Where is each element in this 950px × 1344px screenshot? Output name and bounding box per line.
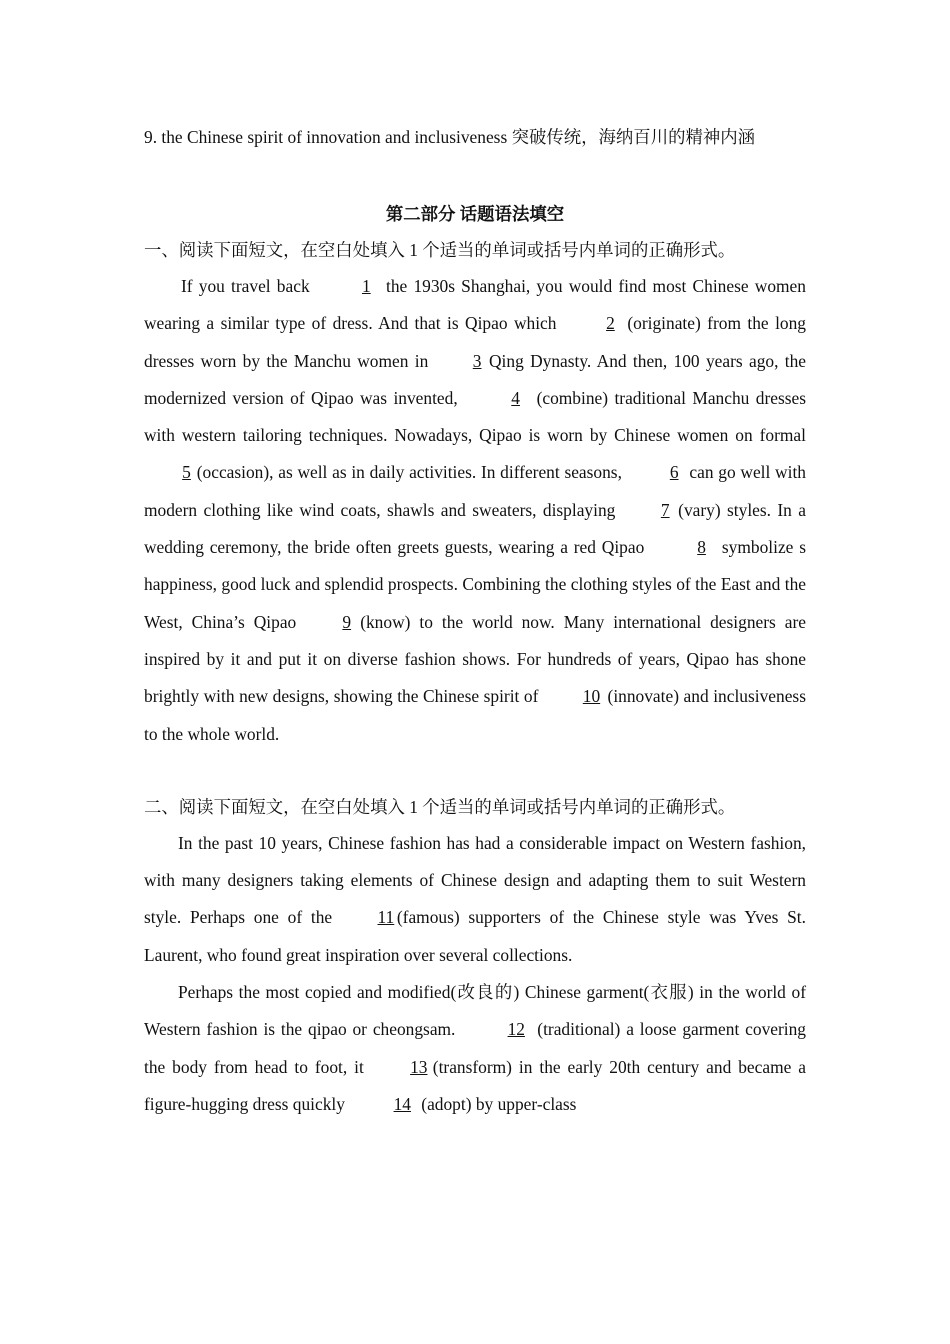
blank-12[interactable]: 12 bbox=[507, 1019, 525, 1040]
passage-text: can go well with modern clothing like wind coats, shawls and sweaters, displaying bbox=[144, 462, 806, 520]
passage-text: (vary) styles. In a wedding ceremony, the bride often greets guests, wearing a red Qipao bbox=[144, 499, 806, 558]
blank-8[interactable]: 8 bbox=[697, 537, 706, 558]
blank-13[interactable]: 13 bbox=[410, 1056, 428, 1077]
blank-2[interactable]: 2 bbox=[606, 313, 615, 334]
blank-3[interactable]: 3 bbox=[472, 350, 482, 371]
passage-text: (adopt) by upper-class bbox=[421, 1093, 577, 1114]
blank-5[interactable]: 5 bbox=[182, 462, 191, 483]
passage-text: (originate) from the long dresses worn by the Manchu women in bbox=[144, 313, 806, 371]
blank-9[interactable]: 9 bbox=[342, 611, 352, 632]
blank-4[interactable]: 4 bbox=[511, 387, 520, 408]
passage-text: the 1930s Shanghai, you would find most Chinese women wearing a similar type of dress. And that is Qipao which bbox=[144, 276, 806, 334]
passage-text: If you travel back bbox=[181, 276, 310, 296]
passage-text: (innovate) and inclusiveness to the whole world. bbox=[144, 686, 806, 744]
blank-10[interactable]: 10 bbox=[582, 686, 601, 707]
blank-6[interactable]: 6 bbox=[669, 462, 679, 483]
passage-text: (know) to the world now. Many international designers are inspired by it and put it on diverse fashion shows. For hundreds of years, Qipao has shone brightly with new designs, showing the Chinese spirit of bbox=[144, 611, 806, 707]
section-heading: 第二部分 话题语法填空 bbox=[385, 204, 565, 224]
section2-passage-1 bbox=[144, 825, 806, 974]
passage-text: (combine) traditional Manchu dresses with western tailoring techniques. Nowadays, Qipao is worn by Chinese women on formal bbox=[144, 387, 806, 446]
document-content bbox=[144, 118, 806, 1123]
section1-instruction: 一、阅读下面短文，在空白处填入 1 个适当的单词或括号内单词的正确形式。 bbox=[144, 240, 736, 260]
section2-passage-2 bbox=[144, 974, 806, 1123]
blank-1[interactable]: 1 bbox=[361, 276, 371, 296]
passage-text: (traditional) a loose garment covering the body from head to foot, it bbox=[144, 1019, 806, 1077]
passage-text: symbolize s happiness, good luck and splendid prospects. Combining the clothing styles of the East and the West, China’s Qipao bbox=[144, 537, 806, 632]
blank-14[interactable]: 14 bbox=[393, 1093, 411, 1114]
passage-text: Qing Dynasty. And then, 100 years ago, the modernized version of Qipao was invented, bbox=[144, 350, 807, 408]
section1-passage bbox=[144, 268, 806, 753]
passage-text: (famous) supporters of the Chinese style was Yves St. Laurent, who found great inspiration over several collections. bbox=[144, 907, 806, 965]
vocab-item-9: 9. the Chinese spirit of innovation and inclusiveness 突破传统，海纳百川的精神内涵 bbox=[144, 127, 756, 147]
spacer bbox=[144, 753, 806, 787]
passage-text: In the past 10 years, Chinese fashion has had a considerable impact on Western fashion, with many designers taking elements of Chinese design and adapting them to suit Western style. Perhaps one of the bbox=[144, 832, 806, 928]
section2-instruction: 二、阅读下面短文，在空白处填入 1 个适当的单词或括号内单词的正确形式。 bbox=[144, 796, 736, 817]
passage-text: (occasion), as well as in daily activities. In different seasons, bbox=[196, 462, 622, 483]
blank-11[interactable]: 11 bbox=[377, 907, 395, 928]
passage-text: Perhaps the most copied and modified(改良的) Chinese garment(衣服) in the world of Western fashion is the qipao or cheongsam. bbox=[144, 982, 806, 1040]
blank-7[interactable]: 7 bbox=[660, 499, 670, 520]
passage-text: (transform) in the early 20th century and became a figure-hugging dress quickly bbox=[144, 1056, 806, 1114]
